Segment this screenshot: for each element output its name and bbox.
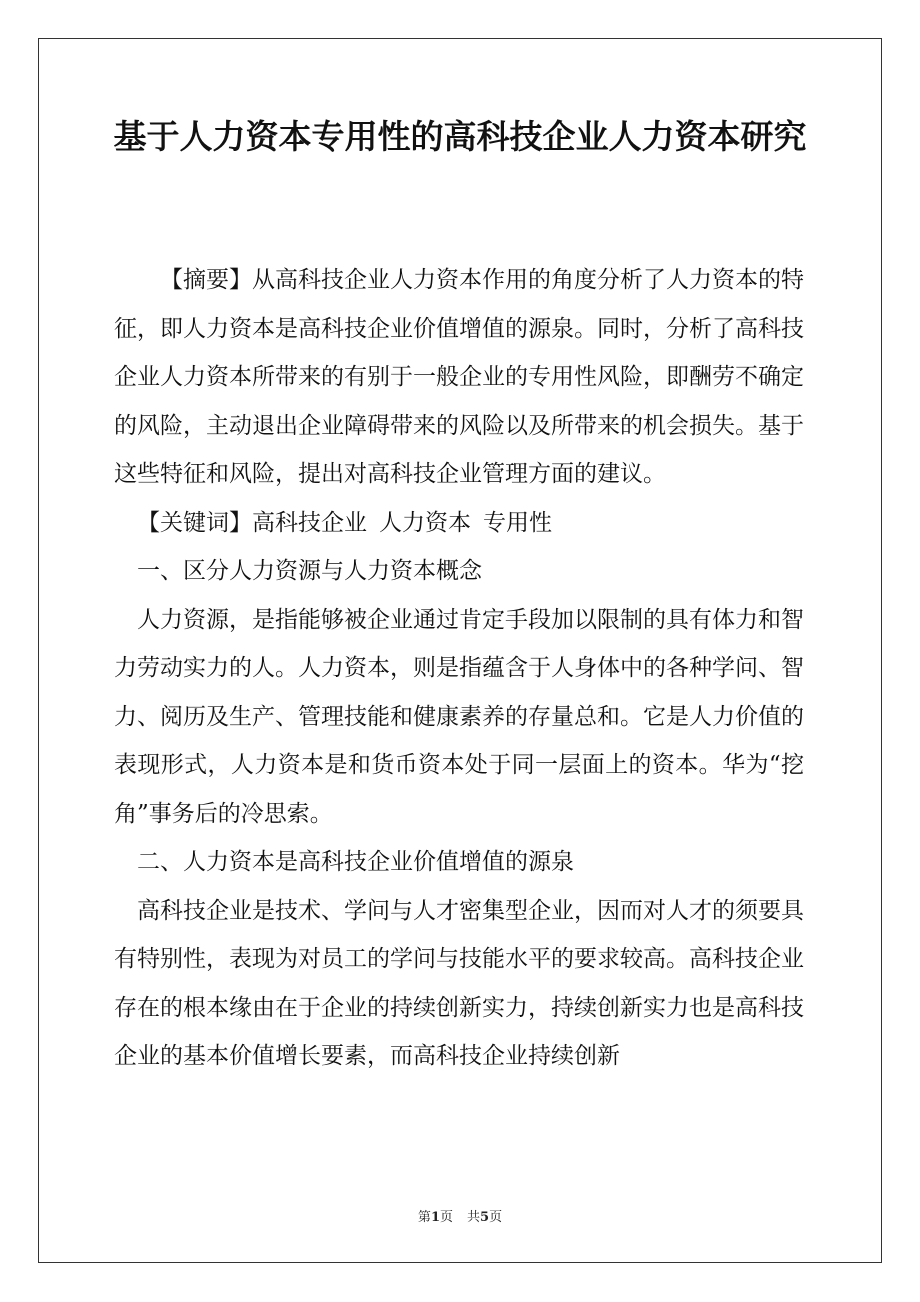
page-footer (0, 1206, 920, 1225)
section-paragraph: 人力资源，是指能够被企业通过肯定手段加以限制的具有体力和智力劳动实力的人。人力资本，则是指蕴含于人身体中的各种学问、智力、阅历及生产、管理技能和健康素养的存量总和。它是人力价值的表现形式，人力资本是和货币资本处于同一层面上的资本。华为“挖角”事务后的冷思索。 (114, 606, 804, 827)
section-heading: 二、人力资本是高科技企业价值增值的源泉 (137, 849, 574, 875)
section-heading: 一、区分人力资源与人力资本概念 (137, 558, 482, 584)
section-paragraph: 高科技企业是技术、学问与人才密集型企业，因而对人才的须要具有特别性，表现为对员工的学问与技能水平的要求较高。高科技企业存在的根本缘由在于企业的持续创新实力，持续创新实力也是高科技企业的基本价值增长要素，而高科技企业持续创新 (114, 897, 804, 1069)
keyword-item: 专用性 (483, 509, 552, 536)
total-unit: 页 (489, 1210, 503, 1225)
total-prefix: 共 (467, 1210, 481, 1225)
keywords-paragraph (114, 499, 804, 548)
page-prefix: 第 (417, 1210, 431, 1225)
page-total: 5 (480, 1210, 490, 1225)
page-current: 1 (430, 1210, 440, 1225)
document-title: 基于人力资本专用性的高科技企业人力资本研究 (113, 117, 807, 156)
page-unit: 页 (439, 1210, 453, 1225)
keywords-label: 【关键词】 (137, 509, 252, 536)
abstract-text: 从高科技企业人力资本作用的角度分析了人力资本的特征，即人力资本是高科技企业价值增值的源泉。同时，分析了高科技企业人力资本所带来的有别于一般企业的专用性风险，即酬劳不确定的风险，主动退出企业障碍带来的风险以及所带来的机会损失。基于这些特征和风险，提出对高科技企业管理方面的建议。 (114, 267, 804, 487)
keyword-item: 人力资本 (379, 509, 471, 536)
abstract-label: 【摘要】 (160, 267, 252, 293)
abstract-paragraph (114, 256, 804, 499)
document-body (114, 256, 804, 1081)
keyword-item: 高科技企业 (252, 509, 367, 536)
